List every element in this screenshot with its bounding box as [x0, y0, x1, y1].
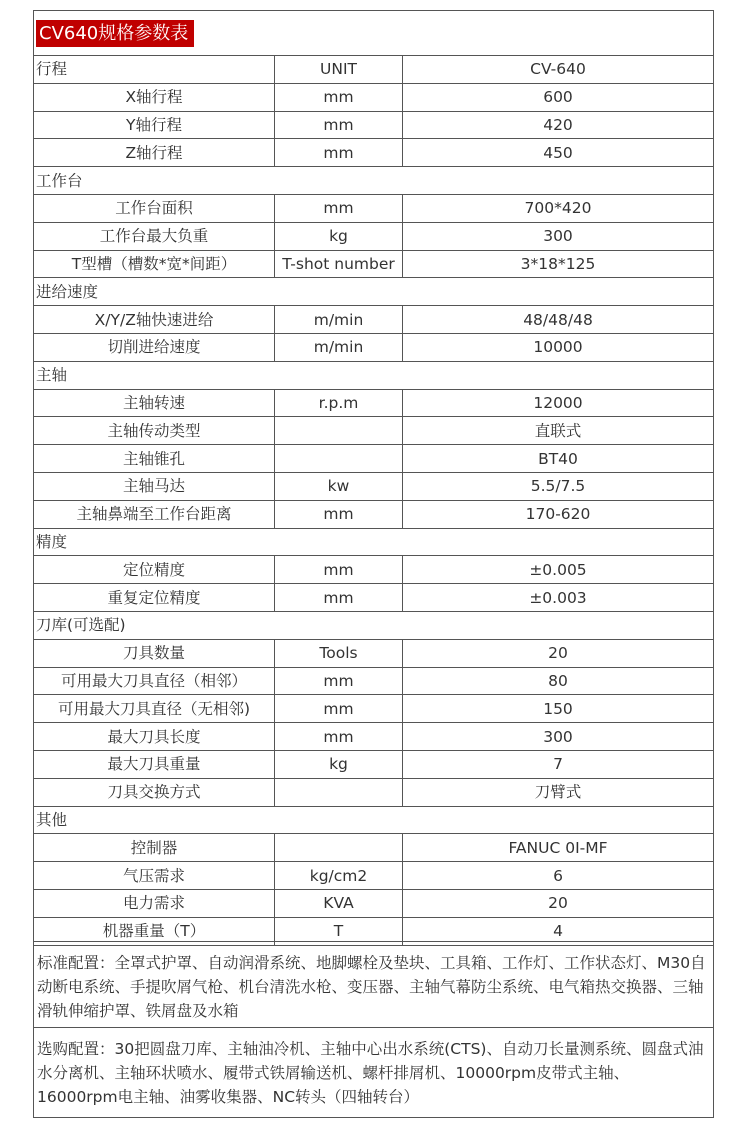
header-unit: UNIT: [275, 56, 403, 84]
spec-label: 重复定位精度: [34, 584, 275, 612]
spec-label: 主轴马达: [34, 472, 275, 500]
spec-row: [34, 83, 713, 111]
spec-unit: mm: [275, 83, 403, 111]
spec-label: 定位精度: [34, 556, 275, 584]
spec-value: FANUC 0I-MF: [403, 834, 714, 862]
spec-label: 切削进给速度: [34, 333, 275, 361]
spec-row: [34, 389, 713, 417]
spec-row: [34, 723, 713, 751]
spec-unit: [275, 778, 403, 806]
section-heading: 工作台: [34, 167, 713, 195]
spec-value: 80: [403, 667, 714, 695]
spec-label: 工作台面积: [34, 194, 275, 222]
spec-label: 主轴传动类型: [34, 417, 275, 445]
spec-row: [34, 639, 713, 667]
spec-row: [34, 889, 713, 917]
spec-value: 150: [403, 695, 714, 723]
spec-unit: mm: [275, 500, 403, 528]
spec-row: [34, 556, 713, 584]
spec-label: Y轴行程: [34, 111, 275, 139]
spec-label: 控制器: [34, 834, 275, 862]
spec-label: 主轴锥孔: [34, 445, 275, 473]
section-row: [34, 361, 713, 389]
spec-row: [34, 500, 713, 528]
spec-value: 20: [403, 889, 714, 917]
header-value: CV-640: [403, 56, 714, 84]
spec-row: [34, 250, 713, 278]
spec-unit: mm: [275, 584, 403, 612]
spec-label: 气压需求: [34, 862, 275, 890]
section-row: [34, 611, 713, 639]
spec-value: ±0.005: [403, 556, 714, 584]
spec-value: 700*420: [403, 194, 714, 222]
spec-value: 420: [403, 111, 714, 139]
title-row: [34, 11, 713, 55]
spec-label: 工作台最大负重: [34, 222, 275, 250]
spec-sheet: [33, 10, 714, 1118]
section-heading: 进给速度: [34, 278, 713, 306]
spec-unit: T: [275, 917, 403, 945]
spec-value: 48/48/48: [403, 306, 714, 334]
section-row: [34, 528, 713, 556]
spec-row: [34, 862, 713, 890]
spec-row: [34, 750, 713, 778]
spec-value: 5.5/7.5: [403, 472, 714, 500]
spec-row: [34, 333, 713, 361]
spec-value: BT40: [403, 445, 714, 473]
spec-value: 12000: [403, 389, 714, 417]
standard-config-note: 标准配置：全罩式护罩、自动润滑系统、地脚螺栓及垫块、工具箱、工作灯、工作状态灯、M30自动断电系统、手提吹屑气枪、机台清洗水枪、变压器、主轴气幕防尘系统、电气箱热交换器、三轴滑轨伸缩护罩、铁屑盘及水箱: [34, 941, 713, 1027]
spec-unit: mm: [275, 111, 403, 139]
spec-unit: mm: [275, 139, 403, 167]
spec-unit: kg: [275, 222, 403, 250]
spec-value: 6: [403, 862, 714, 890]
spec-label: 可用最大刀具直径（相邻）: [34, 667, 275, 695]
spec-unit: r.p.m: [275, 389, 403, 417]
spec-row: [34, 695, 713, 723]
section-row: [34, 167, 713, 195]
spec-row: [34, 584, 713, 612]
spec-unit: mm: [275, 695, 403, 723]
spec-unit: m/min: [275, 306, 403, 334]
header-row: [34, 56, 713, 84]
spec-unit: mm: [275, 556, 403, 584]
spec-unit: mm: [275, 667, 403, 695]
spec-label: Z轴行程: [34, 139, 275, 167]
spec-value: 7: [403, 750, 714, 778]
spec-row: [34, 667, 713, 695]
spec-unit: mm: [275, 723, 403, 751]
section-row: [34, 806, 713, 834]
spec-value: 600: [403, 83, 714, 111]
spec-table: [34, 55, 713, 946]
spec-value: 4: [403, 917, 714, 945]
spec-value: 10000: [403, 333, 714, 361]
spec-label: T型槽（槽数*宽*间距）: [34, 250, 275, 278]
spec-value: 170-620: [403, 500, 714, 528]
spec-unit: KVA: [275, 889, 403, 917]
spec-unit: [275, 834, 403, 862]
spec-unit: kw: [275, 472, 403, 500]
spec-unit: kg/cm2: [275, 862, 403, 890]
section-row: [34, 278, 713, 306]
spec-label: 主轴鼻端至工作台距离: [34, 500, 275, 528]
spec-label: 主轴转速: [34, 389, 275, 417]
spec-value: 450: [403, 139, 714, 167]
section-heading: 刀库(可选配): [34, 611, 713, 639]
spec-unit: m/min: [275, 333, 403, 361]
spec-value: 直联式: [403, 417, 714, 445]
spec-row: [34, 778, 713, 806]
spec-unit: kg: [275, 750, 403, 778]
section-heading: 主轴: [34, 361, 713, 389]
spec-row: [34, 417, 713, 445]
spec-label: 最大刀具长度: [34, 723, 275, 751]
spec-unit: Tools: [275, 639, 403, 667]
sheet-title: CV640规格参数表: [36, 20, 194, 47]
spec-label: 刀具数量: [34, 639, 275, 667]
spec-label: 最大刀具重量: [34, 750, 275, 778]
spec-row: [34, 194, 713, 222]
spec-row: [34, 472, 713, 500]
spec-label: 机器重量（T）: [34, 917, 275, 945]
spec-unit: [275, 445, 403, 473]
spec-value: 300: [403, 723, 714, 751]
optional-config-note: 选购配置：30把圆盘刀库、主轴油冷机、主轴中心出水系统(CTS)、自动刀长量测系统、圆盘式油水分离机、主轴环状喷水、履带式铁屑输送机、螺杆排屑机、10000rpm皮带式主轴、16000rpm电主轴、油雾收集器、NC转头（四轴转台）: [34, 1027, 713, 1117]
spec-row: [34, 222, 713, 250]
spec-unit: [275, 417, 403, 445]
spec-label: 可用最大刀具直径（无相邻): [34, 695, 275, 723]
spec-row: [34, 139, 713, 167]
spec-row: [34, 306, 713, 334]
spec-label: 刀具交换方式: [34, 778, 275, 806]
spec-row: [34, 111, 713, 139]
spec-value: 刀臂式: [403, 778, 714, 806]
spec-unit: T-shot number: [275, 250, 403, 278]
header-label: 行程: [34, 56, 275, 84]
section-heading: 其他: [34, 806, 713, 834]
spec-label: 电力需求: [34, 889, 275, 917]
section-heading: 精度: [34, 528, 713, 556]
spec-row: [34, 445, 713, 473]
spec-value: ±0.003: [403, 584, 714, 612]
spec-value: 3*18*125: [403, 250, 714, 278]
spec-label: X轴行程: [34, 83, 275, 111]
spec-value: 20: [403, 639, 714, 667]
spec-row: [34, 834, 713, 862]
spec-unit: mm: [275, 194, 403, 222]
spec-label: X/Y/Z轴快速进给: [34, 306, 275, 334]
spec-value: 300: [403, 222, 714, 250]
